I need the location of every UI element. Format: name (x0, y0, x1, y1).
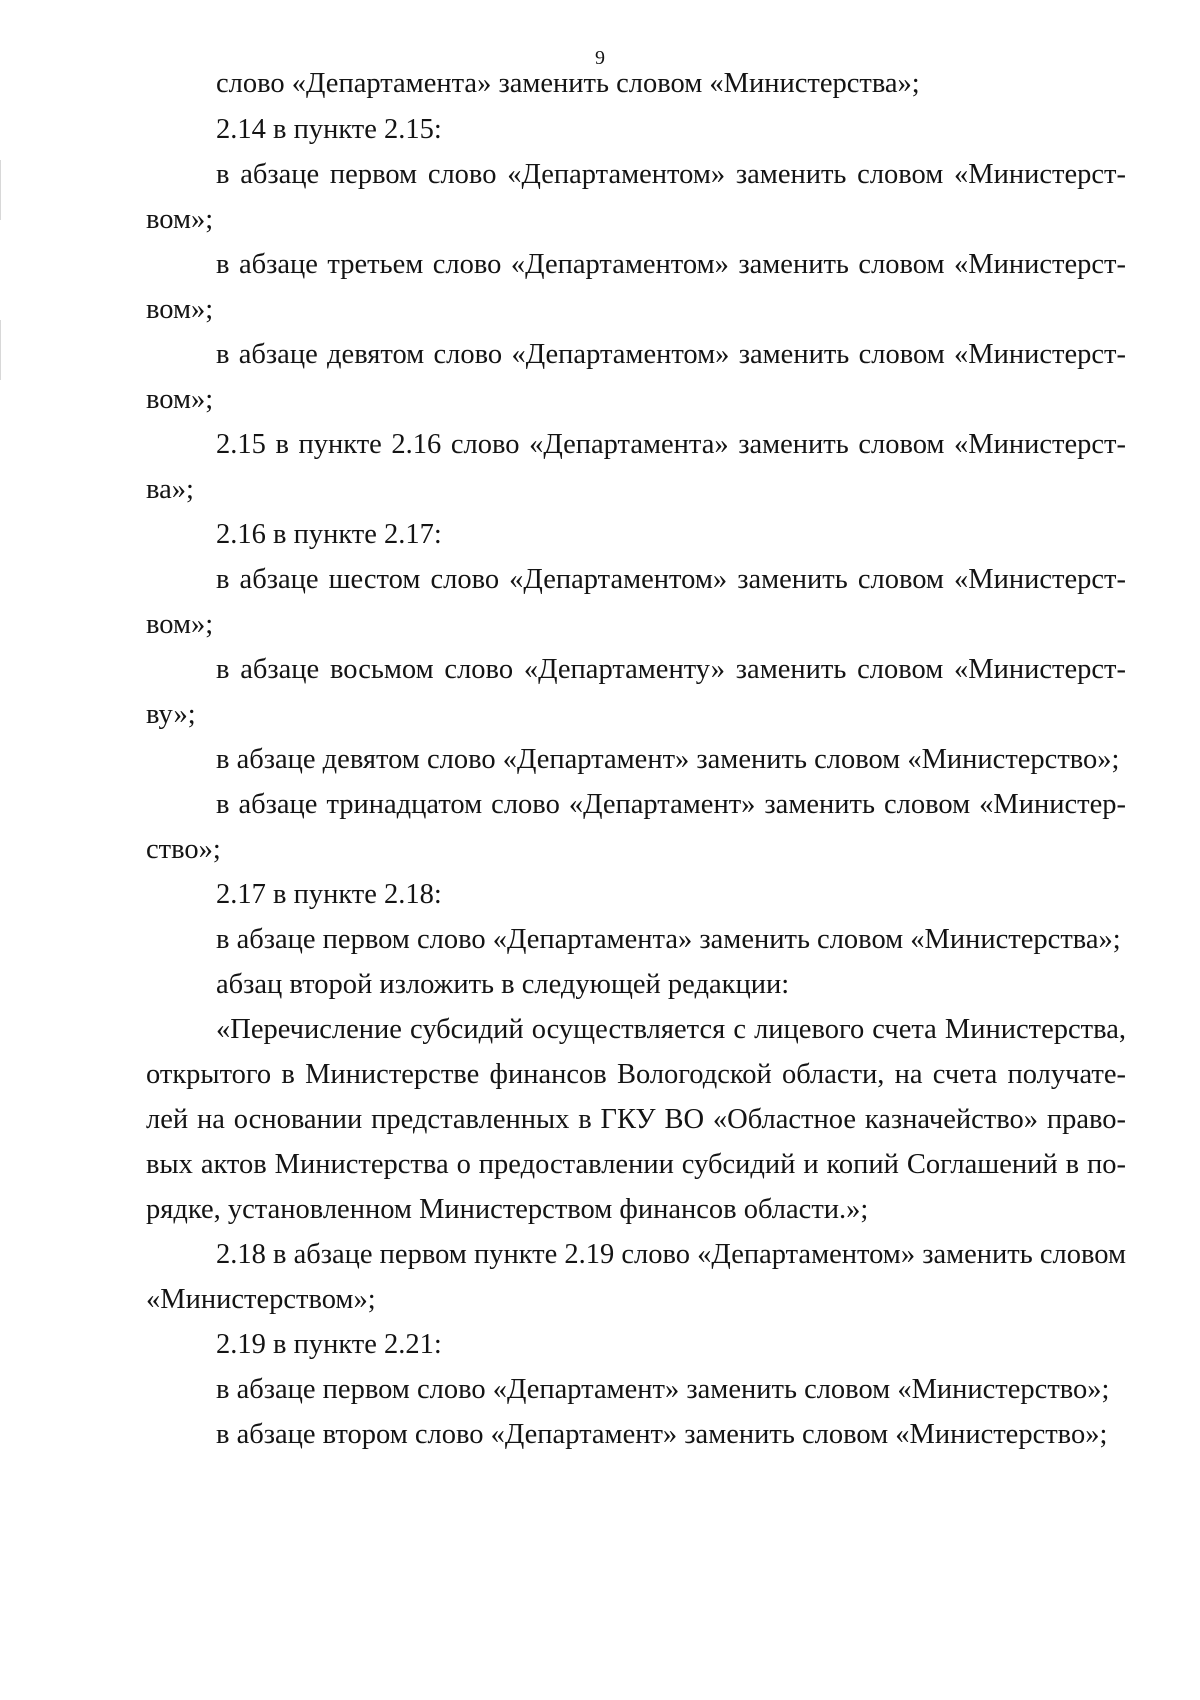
text-line: в абзаце тринадцатом слово «Департамент» заменить словом «Министер- (216, 789, 1126, 820)
text-line: абзац второй изложить в следующей редакции: (216, 969, 790, 1000)
text-line: в абзаце третьем слово «Департаментом» заменить словом «Министерст- (216, 249, 1126, 280)
text-line: 2.15 в пункте 2.16 слово «Департамента» заменить словом «Министерст- (216, 429, 1126, 460)
text-line: 2.17 в пункте 2.18: (216, 879, 442, 910)
text-line: открытого в Министерстве финансов Вологодской области, на счета получате- (146, 1059, 1126, 1090)
text-line: «Министерством»; (146, 1284, 376, 1315)
text-line: вом»; (146, 294, 214, 325)
text-line: ва»; (146, 474, 194, 505)
text-line: в абзаце втором слово «Департамент» заменить словом «Министерство»; (216, 1419, 1108, 1450)
text-line: в абзаце шестом слово «Департаментом» заменить словом «Министерст- (216, 564, 1126, 595)
text-line: в абзаце девятом слово «Департаментом» заменить словом «Министерст- (216, 339, 1126, 370)
text-line: 2.19 в пункте 2.21: (216, 1329, 442, 1360)
text-line: рядке, установленном Министерством финансов области.»; (146, 1194, 869, 1225)
scan-edge-mark (0, 320, 1, 380)
text-line: вом»; (146, 384, 214, 415)
text-line: «Перечисление субсидий осуществляется с лицевого счета Министерства, (216, 1014, 1126, 1045)
text-line: вых актов Министерства о предоставлении субсидий и копий Соглашений в по- (146, 1149, 1126, 1180)
text-line: вом»; (146, 609, 214, 640)
text-line: в абзаце девятом слово «Департамент» заменить словом «Министерство»; (216, 744, 1120, 775)
scan-edge-mark (0, 160, 1, 220)
text-line: в абзаце первом слово «Департамента» заменить словом «Министерства»; (216, 924, 1121, 955)
page-number: 9 (595, 47, 605, 69)
text-line: слово «Департамента» заменить словом «Министерства»; (216, 68, 920, 99)
text-line: лей на основании представленных в ГКУ ВО «Областное казначейство» право- (146, 1104, 1126, 1135)
text-line: ство»; (146, 834, 221, 865)
text-line: ву»; (146, 699, 196, 730)
text-line: в абзаце первом слово «Департаментом» заменить словом «Министерст- (216, 159, 1126, 190)
text-line: 2.14 в пункте 2.15: (216, 114, 442, 145)
text-line: в абзаце восьмом слово «Департаменту» заменить словом «Министерст- (216, 654, 1126, 685)
text-line: в абзаце первом слово «Департамент» заменить словом «Министерство»; (216, 1374, 1110, 1405)
text-line: 2.16 в пункте 2.17: (216, 519, 442, 550)
text-line: 2.18 в абзаце первом пункте 2.19 слово «Департаментом» заменить словом (216, 1239, 1127, 1270)
text-line: вом»; (146, 204, 214, 235)
